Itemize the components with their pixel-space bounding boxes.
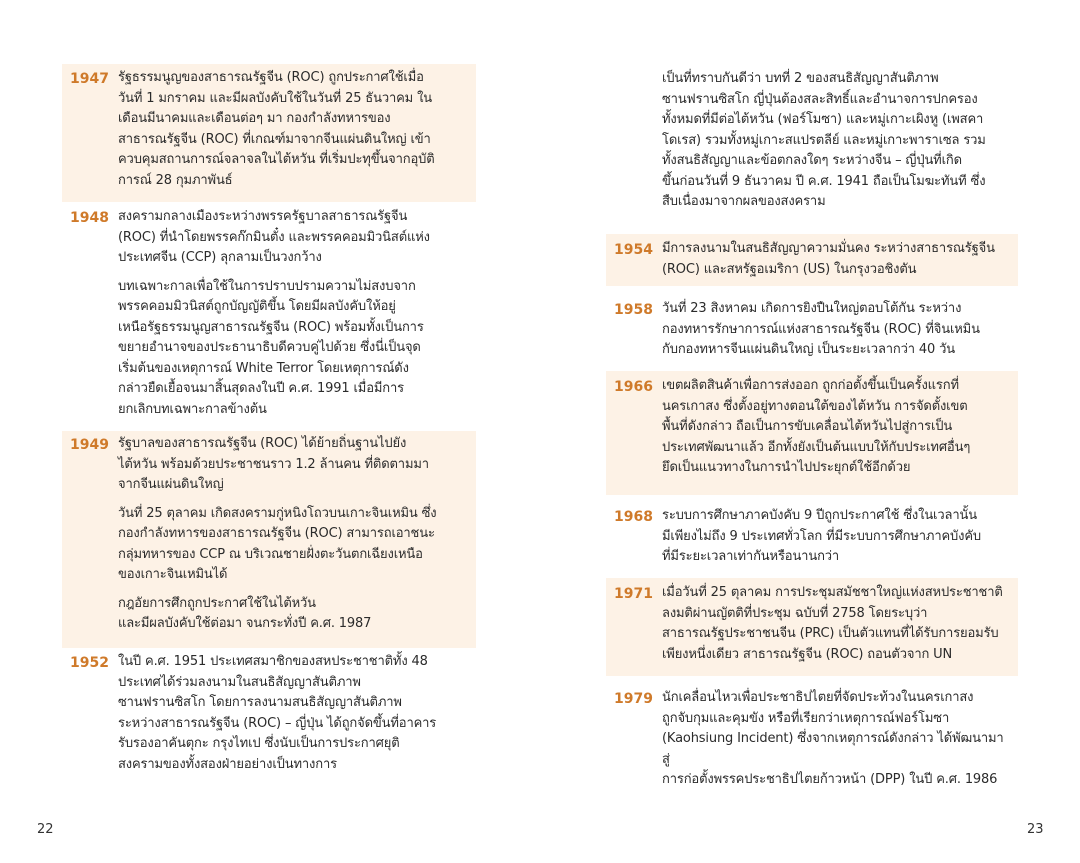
page-number-left: 22 — [37, 822, 54, 837]
entry-body — [662, 376, 1018, 495]
entry-year: 1949 — [70, 437, 109, 453]
timeline-entry-1952 — [62, 650, 476, 785]
entry-year: 1947 — [70, 71, 109, 87]
entry-paragraph: รัฐธรรมนูญของสาธารณรัฐจีน (ROC) ถูกประกาศใช้เมื่อ วันที่ 1 มกราคม และมีผลบังคับใช้ในวันที่ 25 ธันวาคม ใน เดือนมีนาคมและเดือนต่อๆ มา กองกำลังทหารของ สาธารณรัฐจีน (ROC) ที่เกณฑ์มาจากจีนแผ่นดินใหญ่ เข้า ควบคุมสถานการณ์จลาจลในไต้หวัน ที่เริ่มปะทุขึ้นจากอุบัติ การณ์ 28 กุมภาพันธ์ — [118, 70, 435, 188]
timeline-entry-1979 — [606, 686, 1018, 787]
entry-year: 1948 — [70, 210, 109, 226]
entry-body — [662, 688, 1018, 787]
entry-body — [662, 506, 1018, 573]
timeline-entry-1947 — [62, 64, 476, 202]
entry-year: 1966 — [614, 379, 653, 395]
page-number-right: 23 — [1027, 822, 1044, 837]
entry-year: 1958 — [614, 302, 653, 318]
entry-paragraph: สงครามกลางเมืองระหว่างพรรครัฐบาลสาธารณรัฐจีน (ROC) ที่นำโดยพรรคก๊กมินตั๋ง และพรรคคอมมิวนิสต์แห่ง ประเทศจีน (CCP) ลุกลามเป็นวงกว้าง — [118, 209, 430, 265]
timeline-entry-1966 — [606, 371, 1018, 495]
entry-year: 1971 — [614, 586, 653, 602]
continuation-block — [606, 69, 1018, 227]
entry-paragraph: นักเคลื่อนไหวเพื่อประชาธิปไตยที่จัดประท้วงในนครเกาสง ถูกจับกุมและคุมขัง หรือที่เรียกว่าเหตุการณ์ฟอร์โมซา (Kaohsiung Incident) ซึ่งจากเหตุการณ์ดังกล่าว ได้พัฒนามาสู่ การก่อตั้งพรรคประชาธิปไตยก้าวหน้า (DPP) ในปี ค.ศ. 1986 — [662, 690, 1004, 787]
entry-paragraph: ระบบการศึกษาภาคบังคับ 9 ปีถูกประกาศใช้ ซึ่งในเวลานั้น มีเพียงไม่ถึง 9 ประเทศทั่วโลก ที่มีระบบการศึกษาภาคบังคับ ที่มีระยะเวลาเท่ากันหรือนานกว่า — [662, 508, 981, 564]
entry-body — [118, 652, 476, 785]
entry-year: 1952 — [70, 655, 109, 671]
entry-paragraph: กฎอัยการศึกถูกประกาศใช้ในไต้หวัน และมีผลบังคับใช้ต่อมา จนกระทั่งปี ค.ศ. 1987 — [118, 595, 372, 631]
entry-paragraph: เมื่อวันที่ 25 ตุลาคม การประชุมสมัชชาใหญ่แห่งสหประชาชาติ ลงมติผ่านญัตติที่ประชุม ฉบับที่ 2758 โดยระบุว่า สาธารณรัฐประชาชนจีน (PRC) เป็นตัวแทนที่ได้รับการยอมรับ เพียงหนึ่งเดียว สาธารณรัฐจีน (ROC) ถอนตัวจาก UN — [662, 585, 1003, 662]
timeline-entry-1948 — [62, 204, 476, 428]
continuation-paragraph: เป็นที่ทราบกันดีว่า บทที่ 2 ของสนธิสัญญาสันติภาพ ซานฟรานซิสโก ญี่ปุ่นต้องสละสิทธิ์และอำนาจการปกครอง ทั้งหมดที่มีต่อไต้หวัน (ฟอร์โมซา) และหมู่เกาะเผิงหู (เพสคา โดเรส) รวมทั้งหมู่เกาะสแปรตลีย์ และหมู่เกาะพาราเซล รวม ทั้งสนธิสัญญาและข้อตกลงใดๆ ระหว่างจีน – ญี่ปุ่นที่เกิด ขึ้นก่อนวันที่ 9 ธันวาคม ปี ค.ศ. 1941 ถือเป็นโมฆะทันที ซึ่ง สืบเนื่องมาจากผลของสงคราม — [662, 71, 986, 209]
entry-paragraph: มีการลงนามในสนธิสัญญาความมั่นคง ระหว่างสาธารณรัฐจีน (ROC) และสหรัฐอเมริกา (US) ในกรุงวอชิงตัน — [662, 241, 995, 277]
entry-body — [662, 69, 1018, 227]
entry-paragraph: รัฐบาลของสาธารณรัฐจีน (ROC) ได้ย้ายถิ่นฐานไปยัง ไต้หวัน พร้อมด้วยประชาชนราว 1.2 ล้านคน ที่ติดตามมา จากจีนแผ่นดินใหญ่ — [118, 436, 429, 492]
entry-body — [662, 299, 1018, 368]
entry-body — [118, 68, 476, 202]
timeline-entry-1968 — [606, 503, 1018, 573]
entry-paragraph: เขตผลิตสินค้าเพื่อการส่งออก ถูกก่อตั้งขึ้นเป็นครั้งแรกที่ นครเกาสง ซึ่งตั้งอยู่ทางตอนใต้ของไต้หวัน การจัดตั้งเขต พื้นที่ดังกล่าว ถือเป็นการขับเคลื่อนไต้หวันไปสู่การเป็น ประเทศพัฒนาแล้ว อีกทั้งยังเป็นต้นแบบให้กับประเทศอื่นๆ ยึดเป็นแนวทางในการนำไปประยุกต์ใช้อีกด้วย — [662, 378, 971, 475]
entry-body — [118, 434, 476, 648]
timeline-entry-1971 — [606, 578, 1018, 676]
entry-year: 1979 — [614, 691, 653, 707]
entry-paragraph: วันที่ 23 สิงหาคม เกิดการยิงปืนใหญ่ตอบโต้กัน ระหว่าง กองทหารรักษาการณ์แห่งสาธารณรัฐจีน (ROC) ที่จินเหมิน กับกองทหารจีนแผ่นดินใหญ่ เป็นระยะเวลากว่า 40 วัน — [662, 301, 980, 357]
timeline-entry-1958 — [606, 296, 1018, 368]
entry-paragraph: วันที่ 25 ตุลาคม เกิดสงครามกู่หนิงโถวบนเกาะจินเหมิน ซึ่ง กองกำลังทหารของสาธารณรัฐจีน (ROC) สามารถเอาชนะ กลุ่มทหารของ CCP ณ บริเวณชายฝั่งตะวันตกเฉียงเหนือ ของเกาะจินเหมินได้ — [118, 505, 437, 582]
entry-year: 1968 — [614, 509, 653, 525]
timeline-entry-1954 — [606, 234, 1018, 286]
entry-body — [662, 239, 1018, 286]
entry-body — [118, 207, 476, 428]
entry-paragraph: บทเฉพาะกาลเพื่อใช้ในการปราบปรามความไม่สงบจาก พรรคคอมมิวนิสต์ถูกบัญญัติขึ้น โดยมีผลบังคับให้อยู่ เหนือรัฐธรรมนูญสาธารณรัฐจีน (ROC) พร้อมทั้งเป็นการ ขยายอำนาจของประธานาธิบดีควบคู่ไปด้วย ซึ่งนี่เป็นจุด เริ่มต้นของเหตุการณ์ White Terror โดยเหตุการณ์ดัง กล่าวยืดเยื้อจนมาสิ้นสุดลงในปี ค.ศ. 1991 เมื่อมีการ ยกเลิกบทเฉพาะกาลข้างต้น — [118, 278, 424, 417]
entry-year: 1954 — [614, 242, 653, 258]
entry-body — [662, 583, 1018, 676]
entry-paragraph: ในปี ค.ศ. 1951 ประเทศสมาชิกของสหประชาชาติทั้ง 48 ประเทศได้ร่วมลงนามในสนธิสัญญาสันติภาพ ซานฟรานซิสโก โดยการลงนามสนธิสัญญาสันติภาพ ระหว่างสาธารณรัฐจีน (ROC) – ญี่ปุ่น ได้ถูกจัดขึ้นที่อาคาร รับรองอาคันตุกะ กรุงไทเป ซึ่งนับเป็นการประกาศยุติ สงครามของทั้งสองฝ่ายอย่างเป็นทางการ — [118, 654, 437, 772]
timeline-entry-1949 — [62, 431, 476, 648]
